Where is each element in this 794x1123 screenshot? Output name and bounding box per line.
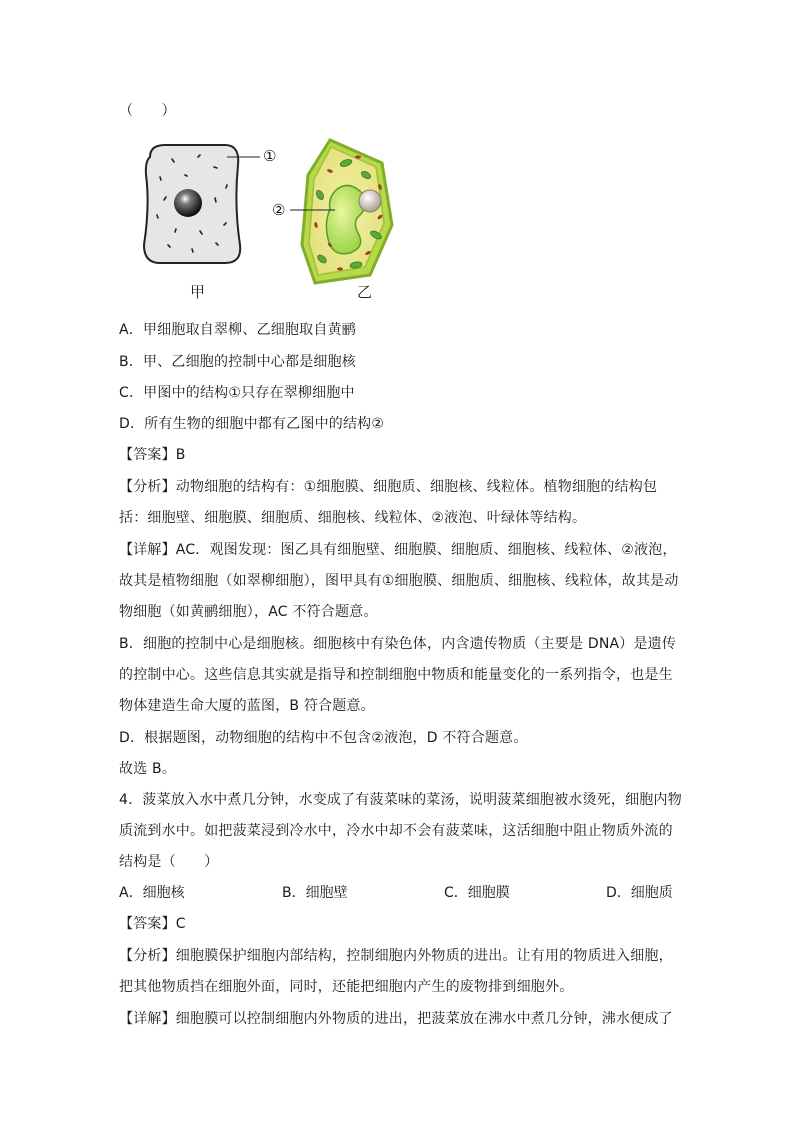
animal-cell (144, 145, 260, 263)
q3-conclusion: 故选 B。 (119, 761, 177, 777)
q3-detail-line-3: 物细胞（如黄鹂细胞），AC 不符合题意。 (119, 604, 378, 620)
q4-option-c: C．细胞膜 (444, 885, 510, 901)
cell-diagram-svg (130, 135, 430, 305)
q4-answer: 【答案】C (119, 916, 186, 932)
q3-detail-line-4: B．细胞的控制中心是细胞核。细胞核中有染色体，内含遗传物质（主要是 DNA）是遗传 (119, 636, 677, 652)
q4-option-a: A．细胞核 (119, 885, 185, 901)
q4-stem-line-1: 4．菠菜放入水中煮几分钟，水变成了有菠菜味的菜汤，说明菠菜细胞被水烫死，细胞内物 (119, 792, 682, 808)
q4-option-b: B．细胞壁 (282, 885, 348, 901)
q3-option-b: B．甲、乙细胞的控制中心都是细胞核 (119, 354, 357, 370)
q4-stem-line-2: 质流到水中。如把菠菜浸到冷水中，冷水中却不会有菠菜味，这活细胞中阻止物质外流的 (119, 823, 673, 839)
question-bracket: （ ） (119, 103, 176, 119)
q3-detail-line-1: 【详解】AC．观图发现：图乙具有细胞壁、细胞膜、细胞质、细胞核、线粒体、②液泡， (119, 542, 677, 558)
q3-option-c: C．甲图中的结构①只存在翠柳细胞中 (119, 385, 355, 401)
q3-detail-line-5: 的控制中心。这些信息其实就是指导和控制细胞中物质和能量变化的一系列指令，也是生 (119, 667, 673, 683)
q3-detail-line-6: 物体建造生命大厦的蓝图，B 符合题意。 (119, 698, 375, 714)
figure-caption-yi: 乙 (357, 283, 373, 301)
q4-stem-line-3: 结构是（ ） (119, 854, 219, 870)
marker-1-label: ① (263, 147, 277, 165)
q3-option-a: A．甲细胞取自翠柳、乙细胞取自黄鹂 (119, 322, 356, 338)
q3-analysis-line-2: 括：细胞壁、细胞膜、细胞质、细胞核、线粒体、②液泡、叶绿体等结构。 (119, 510, 587, 526)
q4-detail-line-1: 【详解】细胞膜可以控制细胞内外物质的进出，把菠菜放在沸水中煮几分钟，沸水便成了 (119, 1011, 673, 1027)
q3-answer: 【答案】B (119, 447, 186, 463)
q3-option-d: D．所有生物的细胞中都有乙图中的结构② (119, 416, 385, 432)
q3-analysis-line-1: 【分析】动物细胞的结构有：①细胞膜、细胞质、细胞核、线粒体。植物细胞的结构包 (119, 479, 658, 495)
q4-analysis-line-2: 把其他物质挡在细胞外面，同时，还能把细胞内产生的废物排到细胞外。 (119, 979, 574, 995)
plant-cell (290, 140, 392, 283)
q4-option-d: D．细胞质 (606, 885, 673, 901)
q3-detail-line-7: D．根据题图，动物细胞的结构中不包含②液泡，D 不符合题意。 (119, 730, 528, 746)
q3-detail-line-2: 故其是植物细胞（如翠柳细胞），图甲具有①细胞膜、细胞质、细胞核、线粒体，故其是动 (119, 573, 679, 589)
q4-analysis-line-1: 【分析】细胞膜保护细胞内部结构，控制细胞内外物质的进出。让有用的物质进入细胞， (119, 948, 673, 964)
figure-caption-jia: 甲 (190, 283, 206, 301)
marker-2-label: ② (272, 201, 286, 219)
cell-diagram-figure (130, 135, 430, 305)
